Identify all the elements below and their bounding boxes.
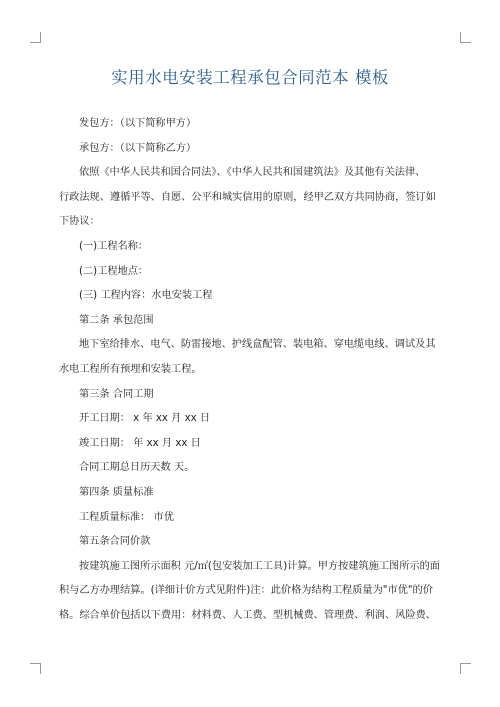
document-line: (三) 工程内容：水电安装工程	[79, 290, 213, 302]
document-line: 工程质量标准： 市优	[79, 511, 174, 523]
crop-mark-bottom-right	[460, 663, 471, 674]
document-line: 地下室给排水、电气、防雷接地、护线盒配管、装电箱、穿电缆电线、调试及其	[79, 339, 436, 351]
document-line: 依照《中华人民共和国合同法》、《中华人民共和国建筑法》及其他有关法律、	[79, 167, 426, 179]
document-line: 发包方：（以下简称甲方）	[79, 118, 197, 129]
document-title: 实用水电安装工程承包合同范本 模板	[111, 68, 389, 87]
document-line: 水电工程所有预埋和安装工程。	[59, 363, 202, 375]
crop-mark-bottom-left	[30, 663, 41, 674]
document-line: 竣工日期： 年 xx 月 xx 日	[79, 437, 201, 449]
document-line: 第二条 承包范围	[79, 314, 154, 326]
document-line: 承包方：（以下简称乙方）	[79, 142, 197, 154]
document-line: 合同工期总日历天数 天。	[79, 462, 195, 474]
document-line: 积与乙方办理结算。(详细计价方式见附件)注：此价格为结构工程质量为"市优"的价	[59, 585, 433, 597]
document-body	[59, 112, 441, 628]
document-line: 下协议：	[59, 216, 100, 228]
document-line: 第三条 合同工期	[79, 388, 154, 400]
document-line: (二)工程地点：	[79, 265, 149, 277]
document-line: 格。综合单价包括以下费用：材料费、人工费、型机械费、管理费、利润、风险费、	[59, 609, 436, 621]
document-line: 行政法规、遵循平等、自愿、公平和城实信用的原则，经甲乙双方共同协商，签订如	[59, 191, 436, 203]
document-line: 第四条 质量标准	[79, 486, 154, 498]
document-line: (一)工程名称：	[79, 240, 149, 252]
document-line: 第五条合同价款	[79, 536, 151, 548]
document-line: 按建筑施工图所示面积 元/㎡(包安装加工工具)计算。甲方按建筑施工图所示的面	[79, 560, 440, 572]
document-line: 开工日期： x 年 xx 月 xx 日	[79, 413, 211, 425]
crop-mark-top-left	[30, 32, 41, 43]
crop-mark-top-right	[460, 32, 471, 43]
